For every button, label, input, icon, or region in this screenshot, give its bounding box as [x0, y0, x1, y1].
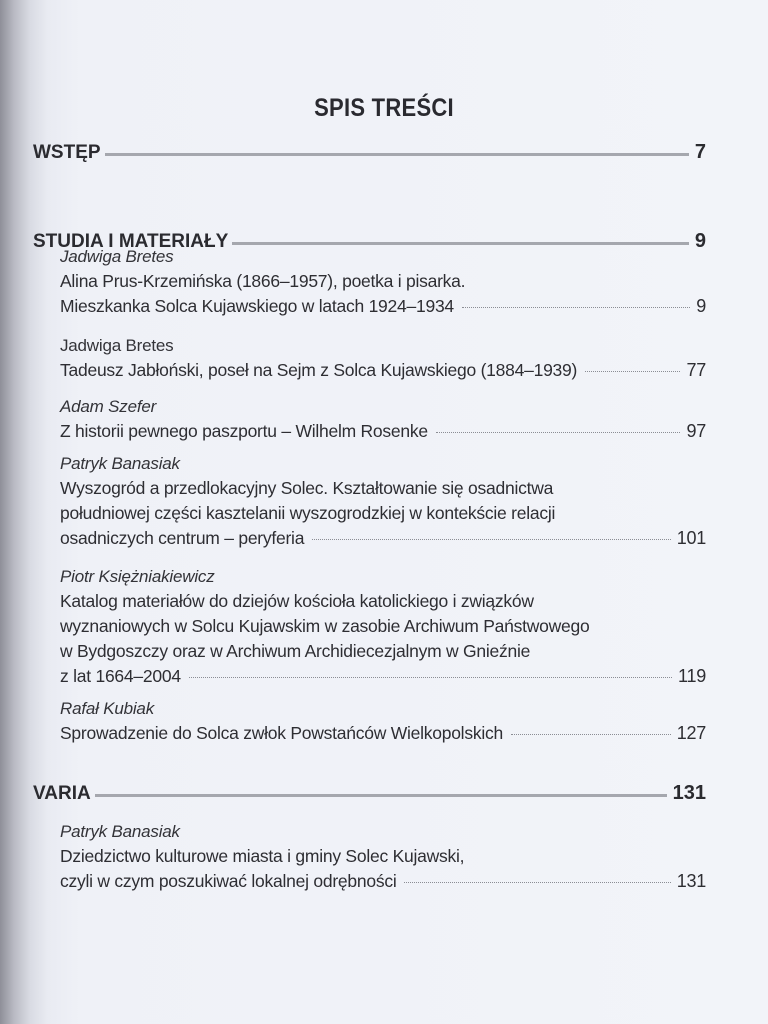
dot-leader — [436, 432, 681, 433]
entry-title-line: w Bydgoszczy oraz w Archiwum Archidiecezjalnym w Gnieźnie — [60, 641, 531, 661]
dot-leader — [585, 371, 680, 372]
page-title: SPIS TREŚCI — [314, 94, 454, 122]
toc-entry — [60, 395, 706, 444]
toc-section-wstep — [33, 141, 706, 171]
toc-entry — [60, 334, 706, 383]
entry-author: Rafał Kubiak — [60, 699, 154, 718]
entry-title-text: z lat 1664–2004 — [60, 666, 181, 686]
entry-page-number: 119 — [678, 666, 706, 686]
dot-leader — [462, 307, 690, 308]
entry-title-text: Sprowadzenie do Solca zwłok Powstańców Wielkopolskich — [60, 723, 503, 743]
section-page-number: 9 — [694, 230, 706, 252]
entry-title-text: Z historii pewnego paszportu – Wilhelm Rosenke — [60, 421, 428, 441]
entry-title-last-line — [60, 358, 706, 383]
toc-entry — [60, 697, 706, 746]
entry-author: Patryk Banasiak — [60, 454, 180, 473]
section-label: STUDIA I MATERIAŁY — [33, 231, 229, 252]
toc-entry — [60, 565, 706, 689]
entry-author: Jadwiga Bretes — [60, 247, 174, 266]
entry-title-line: Dziedzictwo kulturowe miasta i gminy Solec Kujawski, — [60, 846, 465, 866]
entry-title-line: wyznaniowych w Solcu Kujawskim w zasobie Archiwum Państwowego — [60, 616, 590, 636]
toc-entry — [60, 452, 706, 551]
dot-leader — [312, 539, 671, 540]
entry-title-text: Tadeusz Jabłoński, poseł na Sejm z Solca Kujawskiego (1884–1939) — [60, 360, 578, 380]
section-label: WSTĘP — [33, 142, 101, 163]
entry-page-number: 77 — [686, 360, 706, 380]
entry-page-number: 127 — [676, 723, 706, 743]
entry-author: Piotr Księżniakiewicz — [60, 567, 215, 586]
toc-entry — [60, 245, 706, 319]
entry-page-number: 101 — [676, 528, 706, 548]
entry-title-text: czyli w czym poszukiwać lokalnej odrębności — [60, 871, 397, 891]
entry-page-number: 97 — [686, 421, 706, 441]
entry-title-line: Alina Prus-Krzemińska (1866–1957), poetka i pisarka. — [60, 271, 466, 291]
dot-leader — [404, 882, 670, 883]
entry-author: Patryk Banasiak — [60, 822, 180, 841]
entry-author: Jadwiga Bretes — [60, 336, 174, 355]
entry-page-number: 9 — [696, 296, 706, 316]
section-rule — [105, 153, 689, 156]
section-label: VARIA — [33, 783, 91, 804]
entry-author: Adam Szefer — [60, 397, 157, 416]
entry-title-line: południowej części kasztelanii wyszogrodzkiej w kontekście relacji — [60, 503, 556, 523]
entry-title-line: Wyszogród a przedlokacyjny Solec. Kształtowanie się osadnictwa — [60, 478, 554, 498]
entry-title-last-line — [60, 419, 706, 444]
entry-title-text: osadniczych centrum – peryferia — [60, 528, 305, 548]
toc-section-varia — [33, 782, 706, 812]
entry-title-text: Mieszkanka Solca Kujawskiego w latach 1924–1934 — [60, 296, 454, 316]
entry-page-number: 131 — [676, 871, 706, 891]
section-page-number: 7 — [694, 141, 706, 163]
toc-entry — [60, 820, 706, 894]
entry-title-last-line — [60, 721, 706, 746]
entry-title-last-line — [60, 869, 706, 894]
entry-title-last-line — [60, 526, 706, 551]
entry-title-last-line — [60, 664, 706, 689]
section-rule — [95, 794, 667, 797]
entry-title-last-line — [60, 294, 706, 319]
dot-leader — [511, 734, 671, 735]
dot-leader — [189, 677, 672, 678]
section-page-number: 131 — [672, 782, 706, 804]
entry-title-line: Katalog materiałów do dziejów kościoła katolickiego i związków — [60, 591, 534, 611]
